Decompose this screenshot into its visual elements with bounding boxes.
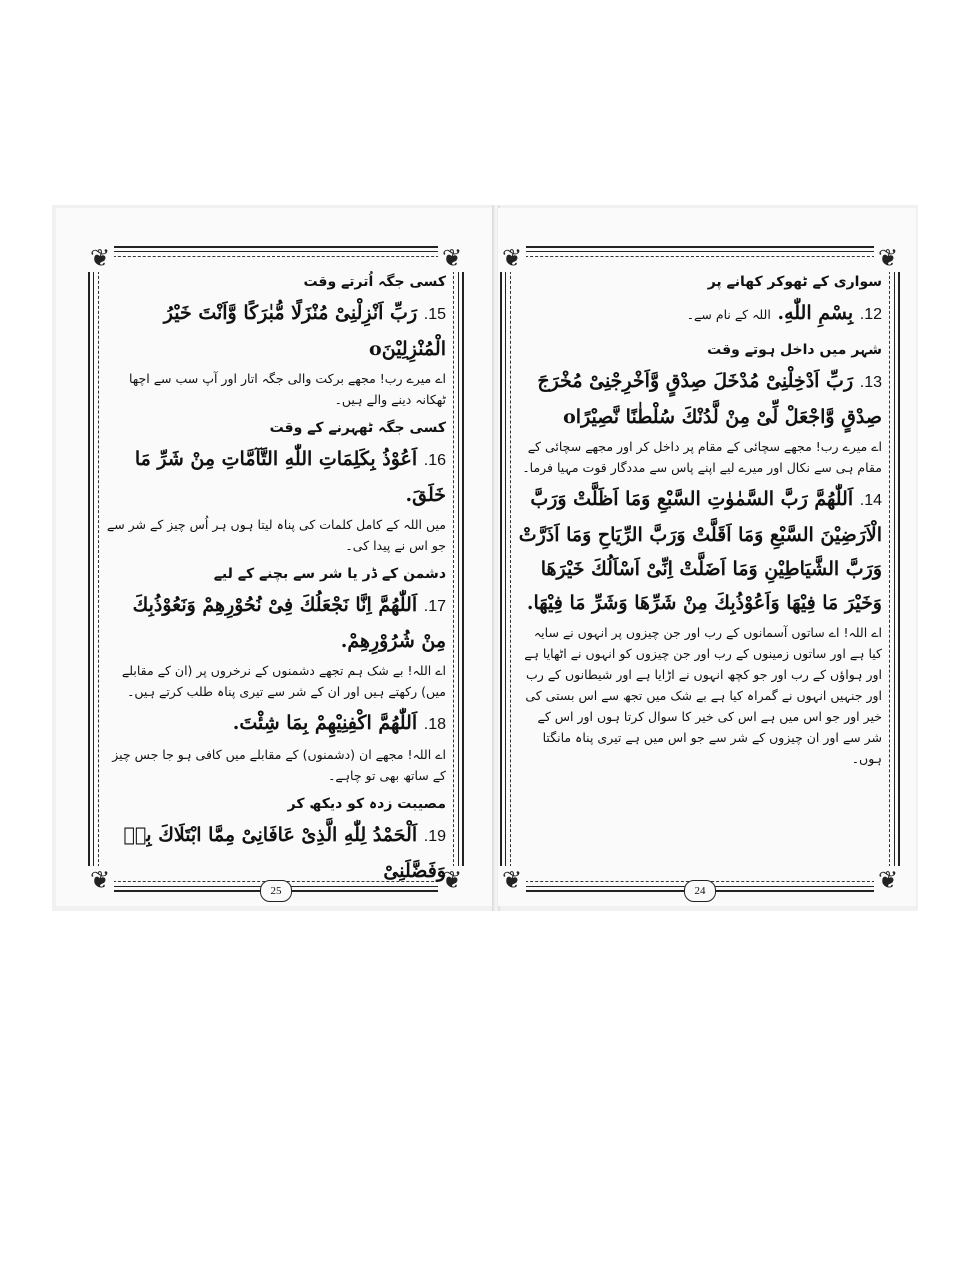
arabic-dua [518, 482, 882, 620]
right-page [498, 208, 916, 906]
section-18 [106, 706, 446, 786]
section-15 [106, 272, 446, 410]
section-heading: کسی جگہ ٹھہرنے کے وقت [269, 420, 446, 436]
page-border [88, 244, 464, 897]
dua-number: 17. [423, 598, 446, 615]
urdu-translation: اے میرے رب! مجھے برکت والی جگہ اتار اور آپ سب سے اچھا ٹھکانہ دینے والے ہیں۔ [128, 371, 446, 407]
section-12 [518, 272, 882, 332]
corner-ornament-icon: ❦ [86, 866, 114, 894]
arabic-dua [106, 706, 446, 742]
dua-text: بِسْمِ اللّٰهِ. [777, 302, 854, 324]
dua-number: 15. [423, 306, 446, 323]
page-number: 24 [684, 880, 716, 902]
dua-number: 18. [423, 716, 446, 733]
section-13 [518, 340, 882, 478]
corner-ornament-icon: ❦ [86, 244, 114, 272]
section-16 [106, 418, 446, 556]
arabic-dua [106, 818, 446, 888]
dua-text: رَبِّ اَدْخِلْنِیْ مُدْخَلَ صِدْقٍ وَّاَخْرِجْنِیْ مُخْرَجَ صِدْقٍ وَّاجْعَلْ لِّیْ مِنْ لَّدُنْكَ سُلْطٰنًا نَّصِیْرًاo [537, 370, 882, 428]
page-content [518, 264, 882, 864]
arabic-dua [106, 442, 446, 512]
urdu-translation: اے اللہ! اے ساتوں آسمانوں کے رب اور جن چیزوں پر انہوں نے سایہ کیا ہے اور ساتوں زمینوں کے رب اور جن چیزوں کو انہوں نے اٹھایا ہے اور ہواؤں کے رب اور جو کچھ انہوں نے اڑایا ہے اور شیطانوں کے رب اور جنہیں انہوں نے گمراہ کیا ہے بے شک میں تجھ سے اس بستی کی خیر اور جو اس میں ہے اس کی خیر کا سوال کرتا ہوں اور اس کے شر سے اور ان چیزوں کے شر سے جو اس میں ہے تیری پناہ مانگتا ہوں۔ [524, 625, 882, 766]
dua-text: اَللّٰهُمَّ رَبَّ السَّمٰوٰتِ السَّبْعِ وَمَا اَظَلَّتْ وَرَبَّ الْاَرَضِیْنَ السَّبْعِ وَمَا اَقَلَّتْ وَرَبَّ الرِّیَاحِ وَمَا اَذَرَّتْ وَرَبَّ الشَّیَاطِیْنِ وَمَا اَضَلَّتْ اِنِّیْ اَسْاَلُكَ خَیْرَهَا وَخَیْرَ مَا فِیْهَا وَاَعُوْذُبِكَ مِنْ شَرِّهَا وَشَرِّ مَا فِیْهَا. [518, 488, 882, 614]
dua-text: اَلْحَمْدُ لِلّٰهِ الَّذِیْ عَافَانِیْ مِمَّا ابْتَلَاكَ بِهٖ وَفَضَّلَنِیْ [123, 824, 446, 882]
corner-ornament-icon: ❦ [498, 244, 526, 272]
section-19 [106, 794, 446, 888]
dua-number: 13. [859, 374, 882, 391]
left-page [56, 208, 494, 906]
arabic-dua [518, 364, 882, 434]
arabic-dua [518, 296, 882, 332]
dua-number: 19. [423, 828, 446, 845]
page-number: 25 [260, 880, 292, 902]
corner-ornament-icon: ❦ [874, 866, 902, 894]
dua-number: 12. [859, 306, 882, 323]
urdu-translation: اے اللہ! بے شک ہم تجھے دشمنوں کے نرخروں پر (ان کے مقابلے میں) رکھتے ہیں اور ان کے شر سے تیری پناہ طلب کرتے ہیں۔ [121, 663, 446, 699]
urdu-translation: میں اللہ کے کامل کلمات کی پناہ لیتا ہوں ہر اُس چیز کے شر سے جو اس نے پیدا کی۔ [106, 517, 446, 553]
section-17 [106, 564, 446, 702]
corner-ornament-icon: ❦ [438, 244, 466, 272]
dua-number: 14. [859, 492, 882, 509]
section-heading: شہر میں داخل ہوتے وقت [707, 342, 882, 358]
urdu-translation: اے اللہ! مجھے ان (دشمنوں) کے مقابلے میں کافی ہو جا جس چیز کے ساتھ بھی تو چاہے۔ [112, 747, 446, 783]
urdu-translation: اے میرے رب! مجھے سچائی کے مقام پر داخل کر اور مجھے سچائی کے مقام ہی سے نکال اور میرے لیے اپنے پاس سے مددگار قوت مہیا فرما۔ [522, 439, 882, 475]
section-heading: مصیبت زدہ کو دیکھ کر [287, 796, 446, 812]
arabic-dua [106, 588, 446, 658]
inline-translation: اللہ کے نام سے۔ [686, 307, 771, 322]
section-heading: کسی جگہ اُترتے وقت [303, 274, 446, 290]
section-heading: دشمن کے ڈر یا شر سے بچنے کے لیے [213, 566, 446, 582]
page-content [106, 264, 446, 882]
dua-text: اَعُوْذُ بِكَلِمَاتِ اللّٰهِ التَّآمَّاتِ مِنْ شَرِّ مَا خَلَقَ. [134, 448, 446, 506]
dua-text: اَللّٰهُمَّ اكْفِنِیْهِمْ بِمَا شِئْتَ. [232, 712, 418, 734]
section-heading: سواری کے ٹھوکر کھانے پر [707, 274, 882, 290]
dua-text: رَبِّ اَنْزِلْنِیْ مُنْزَلًا مُّبٰرَكًا وَّاَنْتَ خَیْرُ الْمُنْزِلِیْنَo [163, 302, 446, 360]
section-14 [518, 482, 882, 769]
dua-number: 16. [423, 452, 446, 469]
corner-ornament-icon: ❦ [874, 244, 902, 272]
corner-ornament-icon: ❦ [438, 866, 466, 894]
page-border [500, 244, 900, 897]
arabic-dua [106, 296, 446, 366]
corner-ornament-icon: ❦ [498, 866, 526, 894]
dua-text: اَللّٰهُمَّ اِنَّا نَجْعَلُكَ فِیْ نُحُوْرِهِمْ وَنَعُوْذُبِكَ مِنْ شُرُوْرِهِمْ. [132, 594, 446, 652]
